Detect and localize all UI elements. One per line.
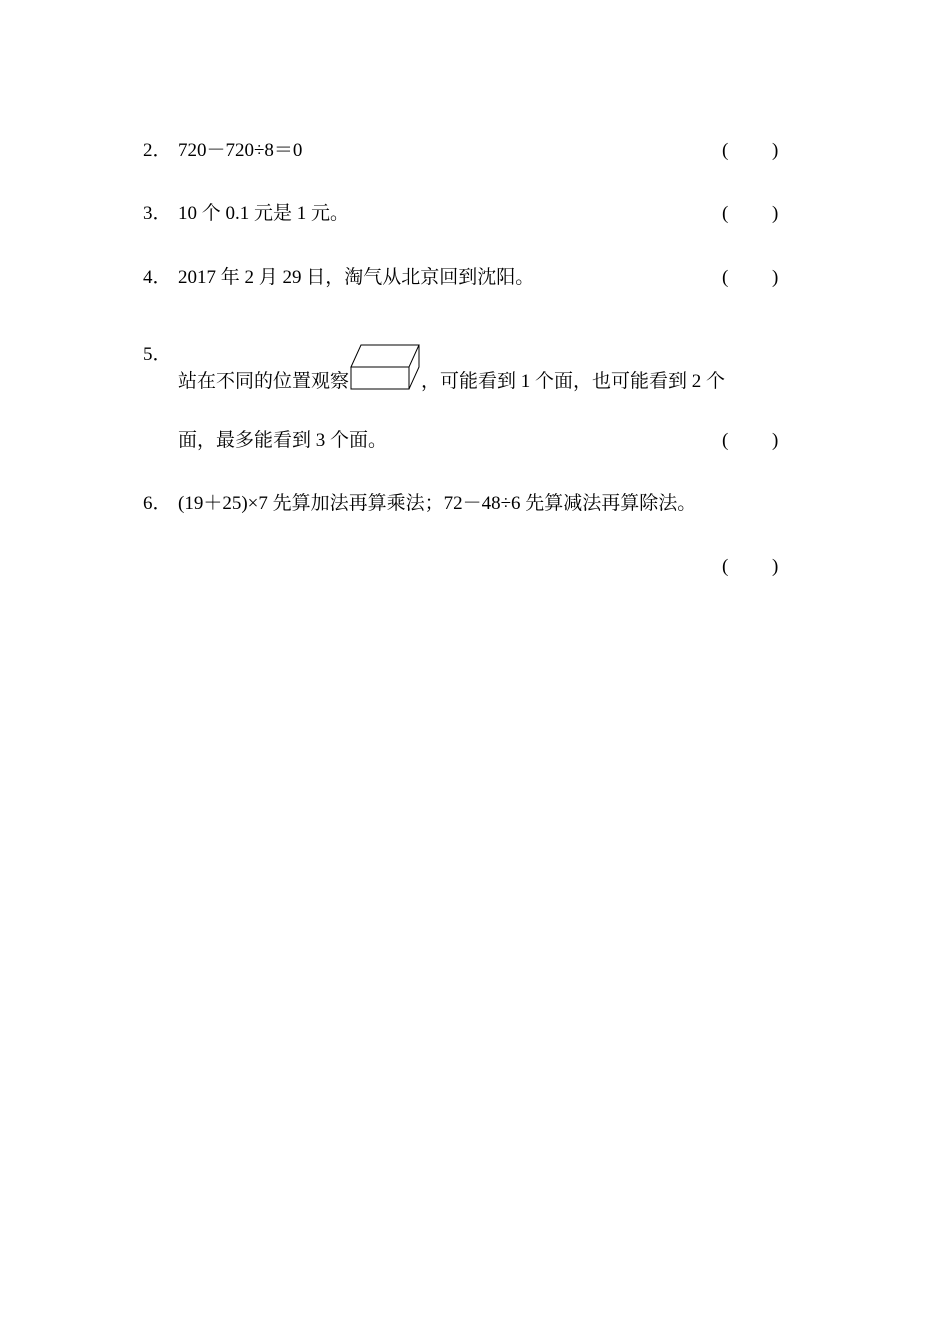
question-text: 720－720÷8＝0 [178,140,303,161]
close-paren: ) [772,203,779,224]
question-number: 3． [143,203,172,224]
close-paren: ) [772,556,779,577]
question-text-line-1 [178,343,725,394]
question-number: 5． [143,344,172,365]
question-text-after-figure: ，可能看到 1 个面，也可能看到 2 个 [421,371,726,392]
question-text-before-figure: 站在不同的位置观察 [178,371,350,392]
question-text: 10 个 0.1 元是 1 元。 [178,203,350,224]
close-paren: ) [772,267,779,288]
question-text: 2017 年 2 月 29 日，淘气从北京回到沈阳。 [178,267,535,288]
close-paren: ) [772,430,779,451]
open-paren: ( [722,267,729,288]
cuboid-figure [349,343,421,393]
question-number: 6． [143,493,172,514]
question-number: 4． [143,267,172,288]
open-paren: ( [722,556,729,577]
close-paren: ) [772,140,779,161]
open-paren: ( [722,430,729,451]
question-number: 2． [143,140,172,161]
question-text-line-2: 面，最多能看到 3 个面。 [178,430,388,451]
open-paren: ( [722,203,729,224]
open-paren: ( [722,140,729,161]
question-text: (19＋25)×7 先算加法再算乘法；72－48÷6 先算减法再算除法。 [178,493,697,514]
